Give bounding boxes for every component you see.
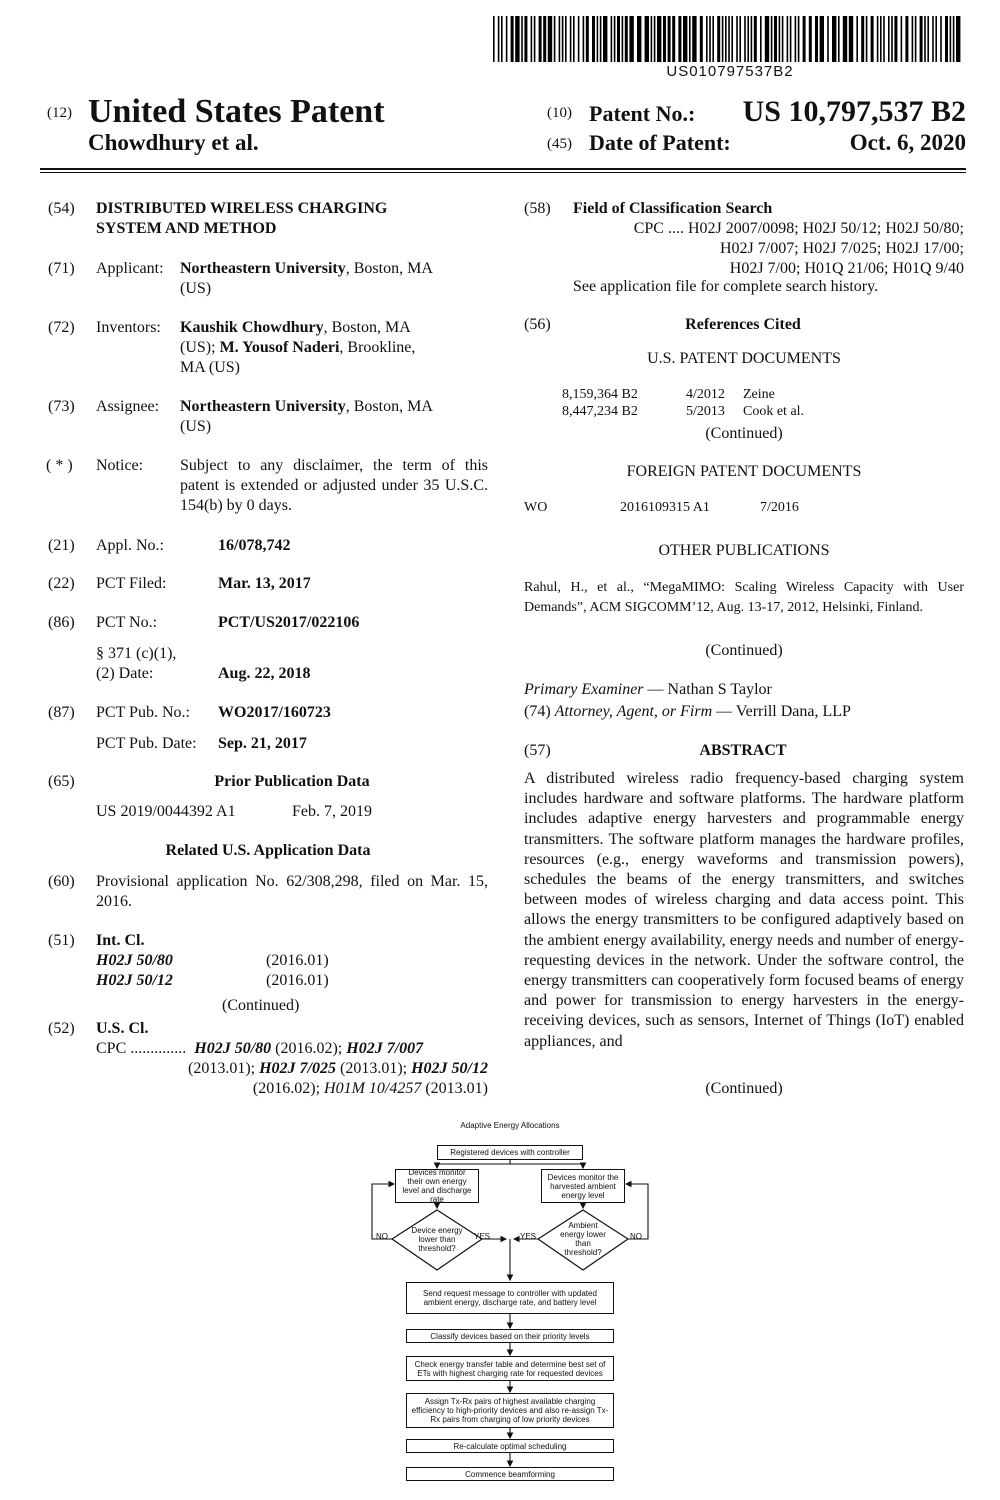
header-rule-2 [40,172,966,173]
step-assign-pairs: Assign Tx-Rx pairs of highest available charging efficiency to high-priority devices and also re-assign Tx-Rx pairs from charging of low priority devices [406,1393,614,1428]
field-87-num: (87) [48,704,75,721]
us-patent-docs-heading: U.S. PATENT DOCUMENTS [647,350,841,367]
left-monitor-box: Devices monitor their own energy level and discharge rate [395,1169,479,1203]
assignee: Northeastern University, Boston, MA [180,398,433,415]
right-no-label: NO [630,1232,642,1241]
field-57-num: (57) [524,742,551,759]
authors: Chowdhury et al. [88,130,259,155]
attorney: (74) Attorney, Agent, or Firm — Verrill Dana, LLP [524,703,851,720]
field-72-num: (72) [48,319,75,336]
code-10: (10) [547,105,572,121]
field-65-num: (65) [48,773,75,790]
provisional-application: Provisional application No. 62/308,298, filed on Mar. 15, 2016. [96,873,488,910]
prior-pub-date: Feb. 7, 2019 [292,803,372,820]
classification-line-1: CPC .... H02J 2007/0098; H02J 50/12; H02J 50/80; [633,220,964,237]
right-monitor-box: Devices monitor the harvested ambient energy level [541,1169,625,1203]
applicant-label: Applicant: [96,260,164,277]
us-cl-line-2: (2013.01); H02J 7/025 (2013.01); H02J 50/12 [188,1060,488,1077]
references-continued: (Continued) [705,425,783,442]
pct-filed: Mar. 13, 2017 [218,575,311,592]
notice-num: ( * ) [46,457,73,474]
left-decision-text: Device energy lower than threshold? [411,1225,463,1253]
prior-pub-no: US 2019/0044392 A1 [96,803,236,820]
classification-line-2: H02J 7/007; H02J 7/025; H02J 17/00; [719,240,964,257]
appl-no: 16/078,742 [218,537,291,554]
related-heading: Related U.S. Application Data [165,842,371,859]
int-cl-heading: Int. Cl. [96,932,145,949]
int-cl-date-2: (2016.01) [266,972,329,989]
assignee-country: (US) [180,418,212,435]
pct-pub-date: Sep. 21, 2017 [218,735,307,752]
field-51-num: (51) [48,932,75,949]
ref-1-name: Zeine [743,387,775,402]
patent-number: US 10,797,537 B2 [742,95,966,128]
assignee-label: Assignee: [96,398,160,415]
pct-pub-date-label: PCT Pub. Date: [96,735,197,752]
barcode-number: US010797537B2 [666,63,794,80]
section-371-date-label: (2) Date: [96,665,154,682]
invention-title-line2: SYSTEM AND METHOD [96,220,277,237]
other-publications-heading: OTHER PUBLICATIONS [658,542,830,559]
registered-box: Registered devices with controller [437,1145,583,1160]
other-publication-text: Rahul, H., et al., “MegaMIMO: Scaling Wireless Capacity with User Demands”, ACM SIGCOMM’12, Aug. 13-17, 2012, Helsinki, Finland. [524,580,964,615]
invention-title-line1: DISTRIBUTED WIRELESS CHARGING [96,200,388,217]
flowchart [360,1118,660,1490]
field-73-num: (73) [48,398,75,415]
classification-heading: Field of Classification Search [573,200,773,217]
field-58-num: (58) [524,200,551,217]
left-no-label: NO [376,1232,388,1241]
inventor-1: Kaushik Chowdhury, Boston, MA [180,319,411,336]
field-52-num: (52) [48,1020,75,1037]
right-yes-label: YES [520,1232,537,1241]
int-cl-date-1: (2016.01) [266,952,329,969]
left-yes-label: YES [474,1232,491,1241]
other-continued: (Continued) [705,642,783,659]
int-cl-code-1: H02J 50/80 [96,952,173,969]
pct-no: PCT/US2017/022106 [218,614,360,631]
inventors-label: Inventors: [96,319,161,336]
field-86-num: (86) [48,614,75,631]
pct-pub-no: WO2017/160723 [218,704,331,721]
field-22-num: (22) [48,575,75,592]
int-cl-code-2: H02J 50/12 [96,972,173,989]
ref-1-no: 8,159,364 B2 [562,387,638,402]
section-371: § 371 (c)(1), [96,645,177,662]
applicant-country: (US) [180,280,212,297]
appl-no-label: Appl. No.: [96,537,164,554]
classification-see: See application file for complete search history. [573,278,879,295]
field-21-num: (21) [48,537,75,554]
foreign-date: 7/2016 [760,500,799,515]
ref-2-name: Cook et al. [743,404,805,419]
step-check-table: Check energy transfer table and determine best set of ETs with highest charging rate for requested devices [406,1356,614,1381]
inventor-2: (US); M. Yousof Naderi, Brookline, [180,339,416,356]
foreign-docs-heading: FOREIGN PATENT DOCUMENTS [626,463,862,480]
us-cl-line-3: (2016.02); H01M 10/4257 (2013.01) [252,1080,488,1097]
primary-examiner: Primary Examiner — Nathan S Taylor [524,681,772,698]
code-12: (12) [47,105,72,121]
applicant: Northeastern University, Boston, MA [180,260,433,277]
us-cl-line-1: CPC .............. H02J 50/80 (2016.02); H02J 7/007 [96,1040,424,1057]
foreign-country: WO [524,500,548,515]
foreign-no: 2016109315 A1 [620,500,710,515]
field-54-num: (54) [48,200,75,217]
pct-pub-no-label: PCT Pub. No.: [96,704,190,721]
notice-text: Subject to any disclaimer, the term of this patent is extended or adjusted under 35 U.S.C. 154(b) by 0 days. [180,457,488,514]
barcode [493,16,965,64]
ref-2-date: 5/2013 [686,404,725,419]
step-classify: Classify devices based on their priority levels [406,1329,614,1343]
int-cl-continued: (Continued) [222,997,300,1014]
flowchart-title: Adaptive Energy Allocations [460,1121,560,1130]
document-title: United States Patent [88,93,385,130]
classification-line-3: H02J 7/00; H01Q 21/06; H01Q 9/40 [729,260,964,277]
step-beamforming: Commence beamforming [406,1467,614,1481]
ref-1-date: 4/2012 [686,387,725,402]
abstract-heading: ABSTRACT [699,742,787,759]
field-60-num: (60) [48,873,75,890]
references-heading: References Cited [685,316,801,333]
step-send-request: Send request message to controller with updated ambient energy, discharge rate, and battery level [406,1282,614,1314]
abstract-text: A distributed wireless radio frequency-based charging system includes hardware and software platforms. The hardware platform includes adaptive energy harvesters and programmable energy transmitters. The software platform manages the hardware profiles, resources (e.g., energy waveforms and transmission powers), schedules the beams of the energy transmitters, and switches between modes of wireless charging and data access point. This allows the energy transmitters to be configured adaptively based on the ambient energy availability, energy needs and number of energy-requesting devices in the network. Under the software control, the energy transmitters can cooperatively form focused beams of energy and power for transmission to energy harvesters in the energy-receiving devices, such as sensors, Internet of Things (IoT) enabled appliances, and [524,770,964,1050]
notice-label: Notice: [96,457,144,474]
pct-filed-label: PCT Filed: [96,575,167,592]
us-cl-heading: U.S. Cl. [96,1020,149,1037]
code-45: (45) [547,136,572,152]
pct-no-label: PCT No.: [96,614,158,631]
ref-2-no: 8,447,234 B2 [562,404,638,419]
patent-no-label: Patent No.: [589,101,696,126]
prior-publication-heading: Prior Publication Data [214,773,370,790]
abstract-continued: (Continued) [705,1080,783,1097]
header-rule [40,168,966,170]
step-recalculate: Re-calculate optimal scheduling [406,1439,614,1453]
right-decision-text: Ambient energy lower than threshold? [560,1221,606,1257]
date-label: Date of Patent: [589,130,731,155]
patent-date: Oct. 6, 2020 [849,130,966,155]
inventor-2-state: MA (US) [180,359,241,376]
field-71-num: (71) [48,260,75,277]
field-56-num: (56) [524,316,551,333]
section-371-date: Aug. 22, 2018 [218,665,311,682]
